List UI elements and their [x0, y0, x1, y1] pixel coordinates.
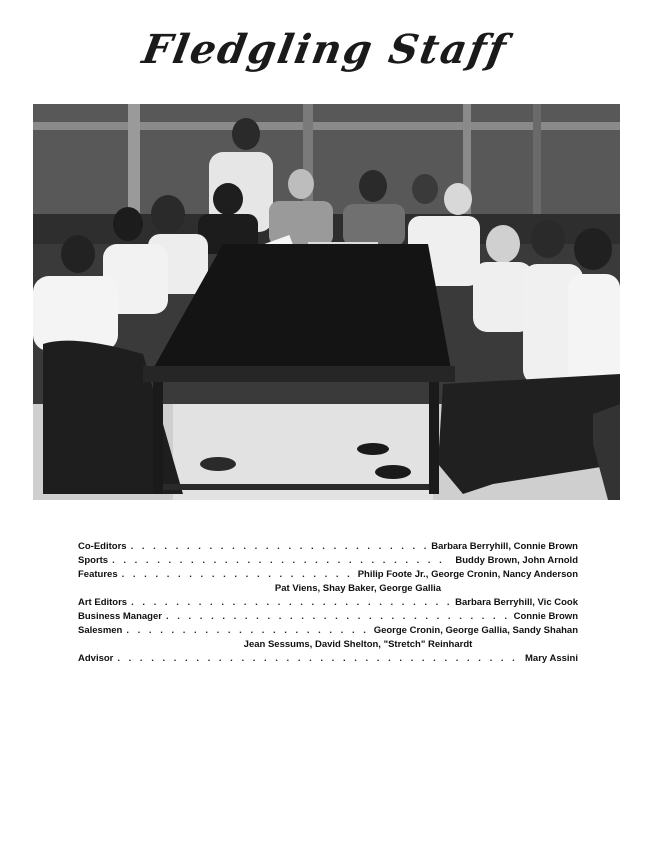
staff-row-business-manager [78, 610, 578, 624]
staff-role-label: Business Manager [78, 611, 162, 622]
dot-leader [122, 568, 354, 582]
staff-group-photo [33, 104, 620, 500]
staff-row-art-editors [78, 596, 578, 610]
dot-leader [166, 610, 510, 624]
page-title-text: Fledgling Staff [138, 25, 512, 73]
staff-names: Barbara Berryhill, Vic Cook [455, 597, 578, 608]
staff-row-features [78, 568, 578, 582]
staff-row-sports [78, 554, 578, 568]
staff-names: Connie Brown [513, 611, 578, 622]
staff-names: Barbara Berryhill, Connie Brown [431, 541, 578, 552]
staff-names: Mary Assini [525, 653, 578, 664]
dot-leader [117, 652, 521, 666]
staff-list [78, 540, 578, 666]
dot-leader [131, 540, 428, 554]
staff-row-salesmen [78, 624, 578, 638]
page-title [138, 14, 512, 84]
staff-names-continued: Pat Viens, Shay Baker, George Gallia [274, 583, 442, 594]
staff-role-label: Salesmen [78, 625, 123, 636]
staff-role-label: Advisor [78, 653, 114, 664]
dot-leader [126, 624, 369, 638]
staff-names: Buddy Brown, John Arnold [455, 555, 578, 566]
staff-row-co-editors [78, 540, 578, 554]
staff-names: George Cronin, George Gallia, Sandy Shahan [373, 625, 578, 636]
staff-row-advisor [78, 652, 578, 666]
staff-names-continued: Jean Sessums, David Shelton, "Stretch" Reinhardt [243, 639, 473, 650]
dot-leader [112, 554, 451, 568]
staff-role-label: Sports [78, 555, 109, 566]
staff-role-label: Art Editors [78, 597, 128, 608]
staff-role-label: Features [78, 569, 118, 580]
staff-names: Philip Foote Jr., George Cronin, Nancy Anderson [357, 569, 578, 580]
dot-leader [131, 596, 451, 610]
staff-role-label: Co-Editors [78, 541, 127, 552]
